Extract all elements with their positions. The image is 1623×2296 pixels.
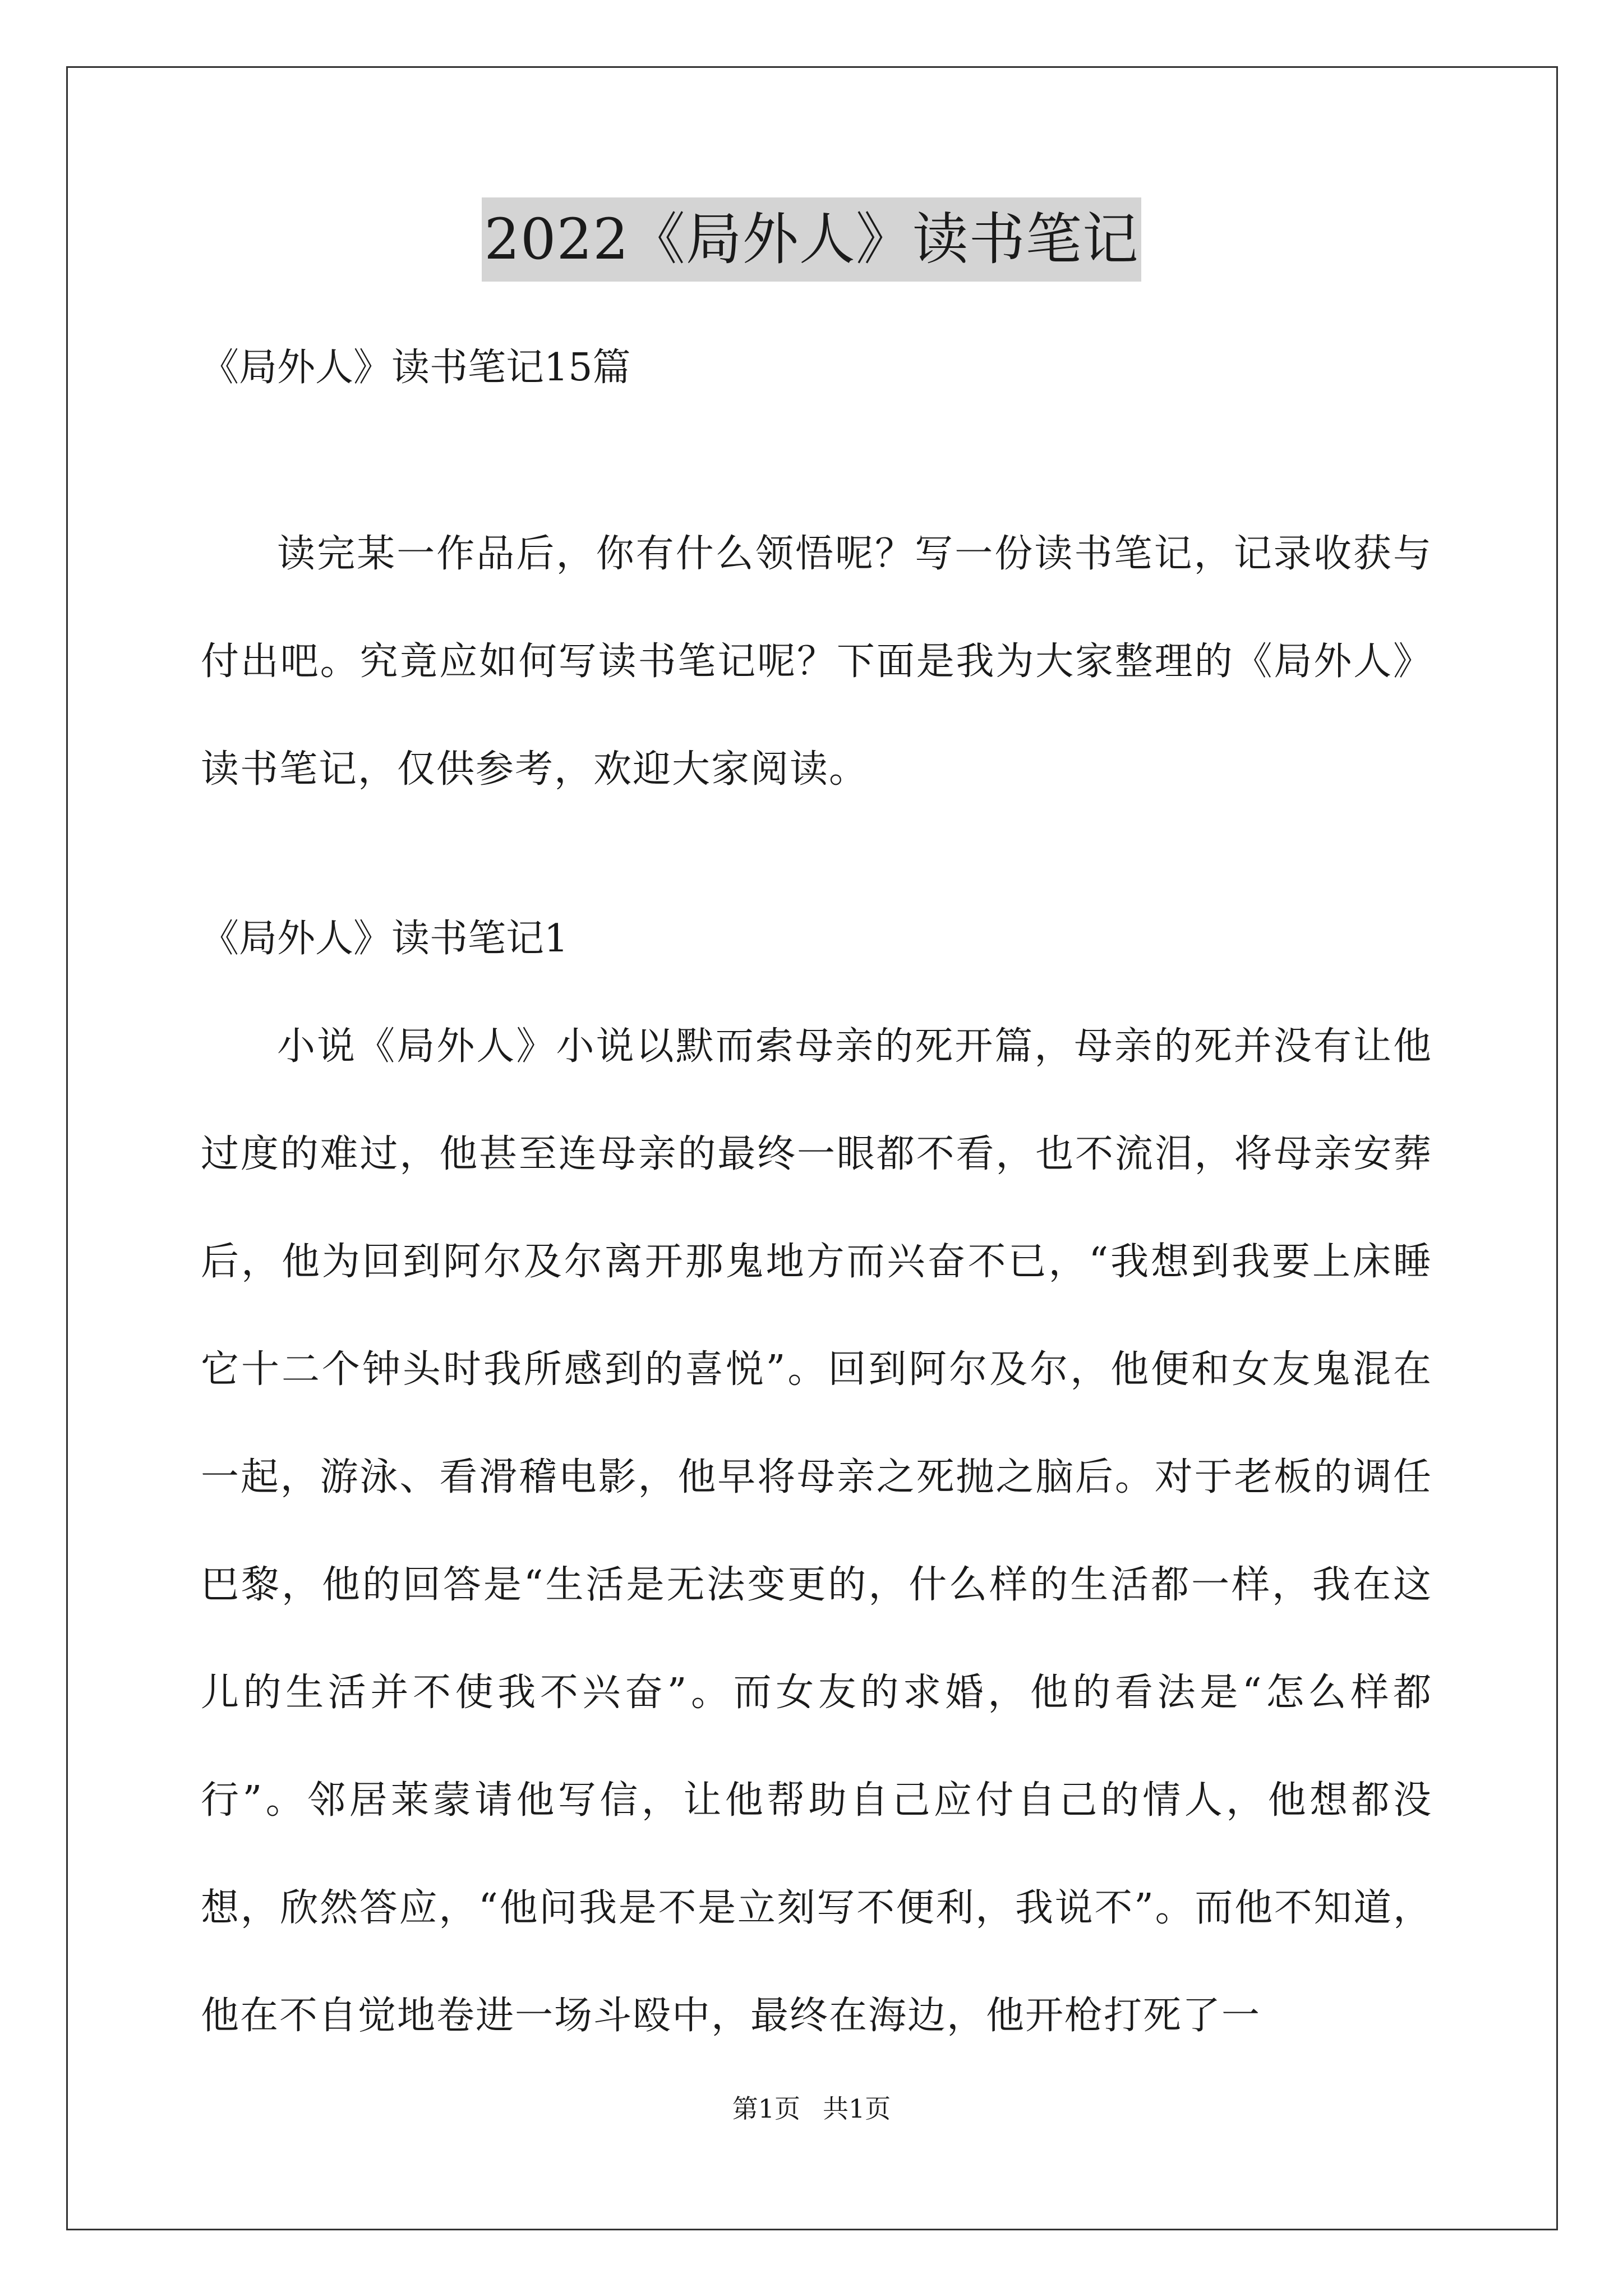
title-block (0, 197, 1623, 282)
spacer (201, 823, 1432, 885)
intro-paragraph: 读完某一作品后，你有什么领悟呢？写一份读书笔记，记录收获与付出吧。究竟应如何写读书笔记呢？下面是我为大家整理的《局外人》读书笔记，仅供参考，欢迎大家阅读。 (201, 532, 1432, 792)
spacer (201, 422, 1432, 500)
page-footer (0, 2092, 1623, 2125)
section-heading: 《局外人》读书笔记1 (201, 917, 569, 961)
section-paragraph: 小说《局外人》小说以默而索母亲的死开篇，母亲的死并没有让他过度的难过，他甚至连母亲的最终一眼都不看，也不流泪，将母亲安葬后，他为回到阿尔及尔离开那鬼地方而兴奋不已，“我想到我要上床睡它十二个钟头时我所感到的喜悦”。回到阿尔及尔，他便和女友鬼混在一起，游泳、看滑稽电影，他早将母亲之死抛之脑后。对于老板的调任巴黎，他的回答是“生活是无法变更的，什么样的生活都一样，我在这儿的生活并不使我不兴奋”。而女友的求婚，他的看法是“怎么样都行”。邻居莱蒙请他写信，让他帮助自己应付自己的情人，他想都没想，欣然答应，“他问我是不是立刻写不便利，我说不”。而他不知道，他在不自觉地卷进一场斗殴中，最终在海边，他开枪打死了一 (201, 1024, 1432, 2038)
document-body (201, 314, 1432, 2070)
page-number: 第1页 (732, 2093, 800, 2124)
page-total: 共1页 (823, 2093, 891, 2124)
document-title: 2022《局外人》读书笔记 (482, 197, 1141, 282)
collection-heading: 《局外人》读书笔记15篇 (201, 346, 631, 390)
